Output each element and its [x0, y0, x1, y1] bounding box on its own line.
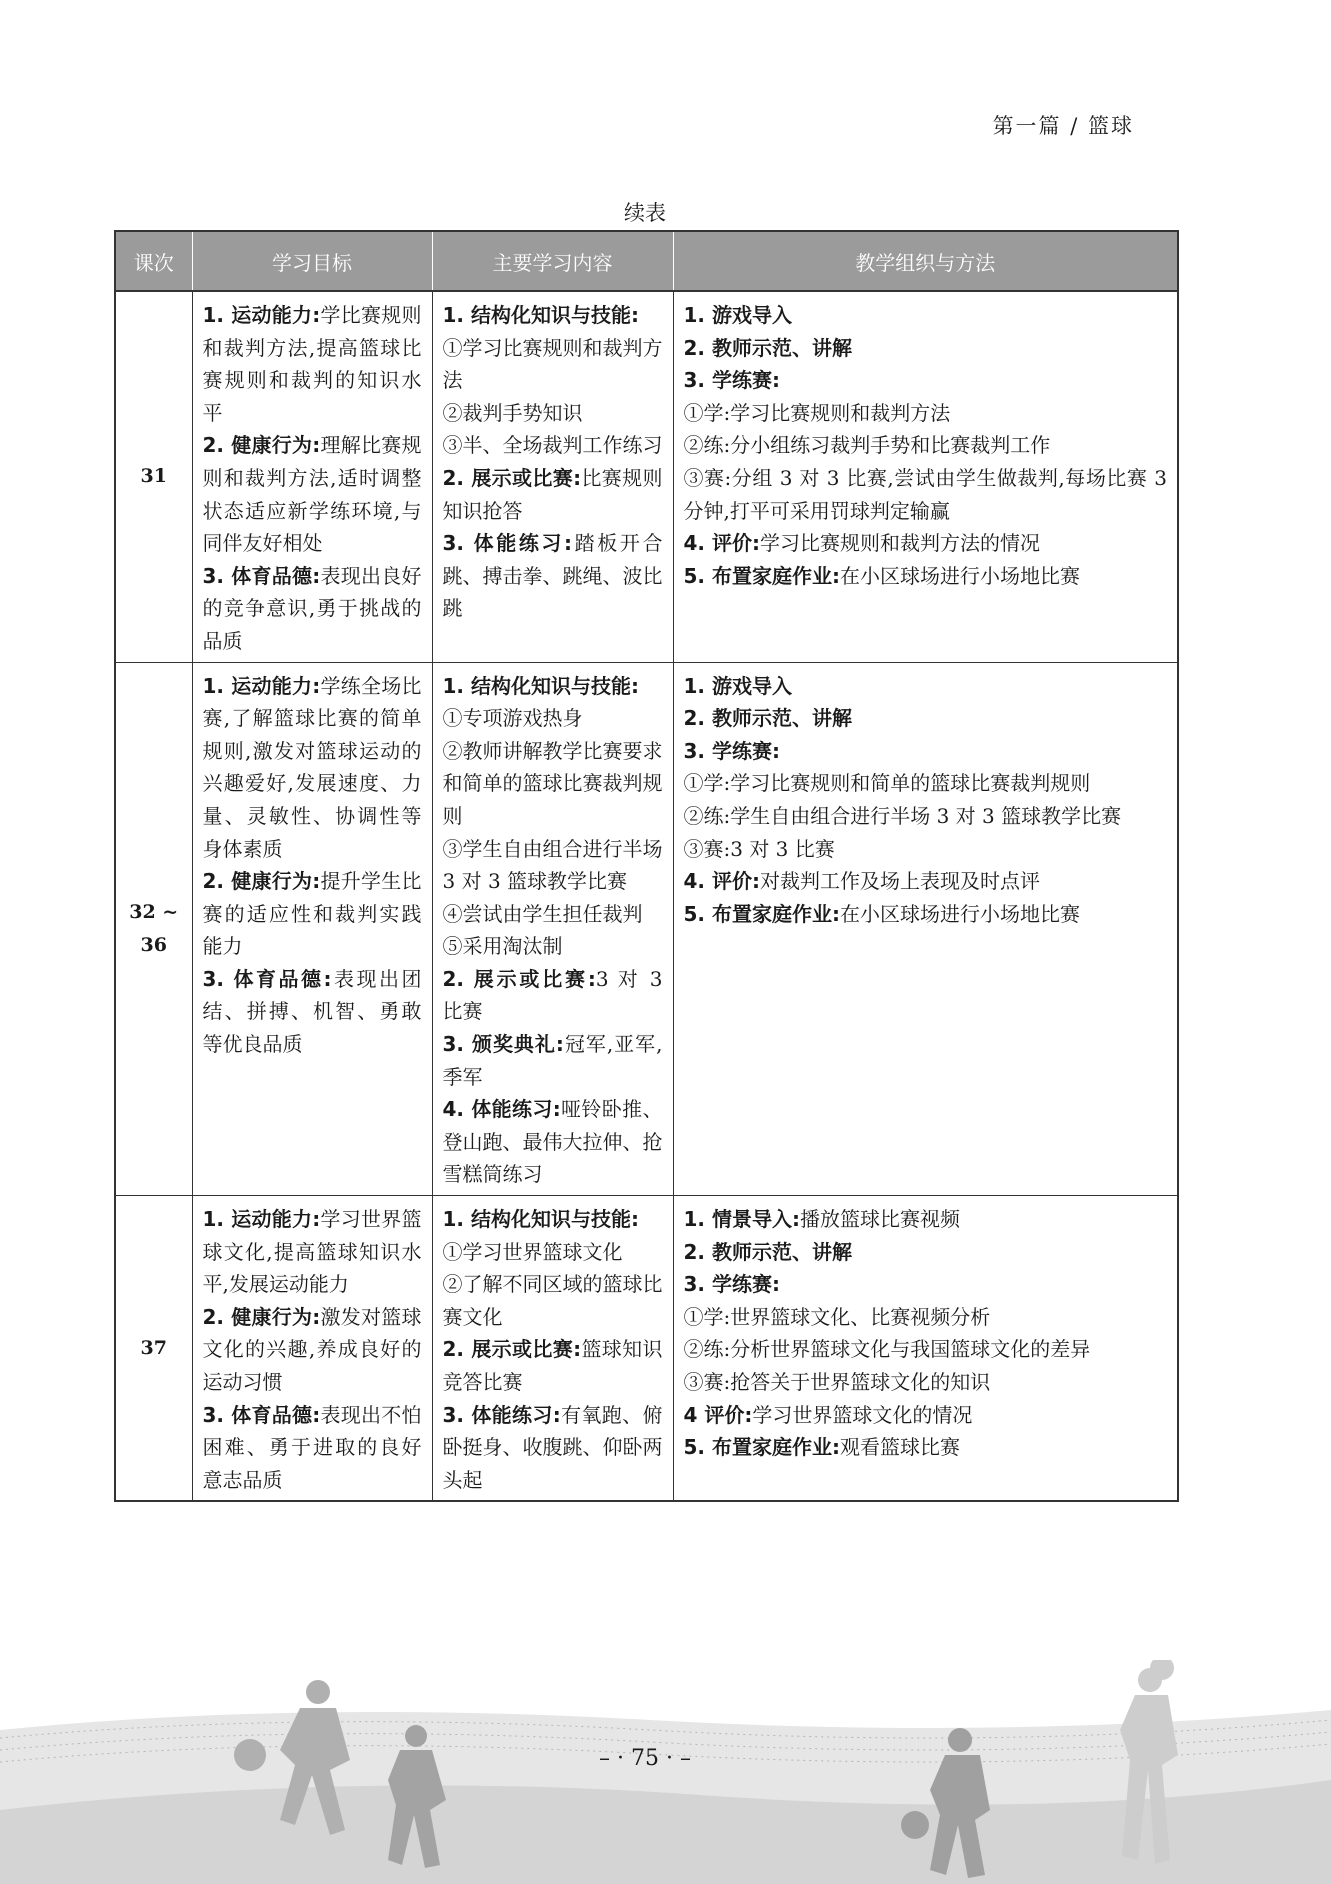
line-label: 1. 运动能力: [202, 1207, 321, 1232]
cell-line [443, 1399, 663, 1497]
table-row [115, 662, 1178, 1196]
cell-line [443, 299, 663, 332]
line-text: 有氧跑、俯卧挺身、收腹跳、仰卧两头起 [442, 1402, 663, 1492]
line-text: 在小区球场进行小场地比赛 [839, 901, 1080, 926]
line-label: 3. 体育品德: [202, 966, 332, 991]
line-label: 1. 游戏导入 [683, 673, 792, 698]
goals-cell [192, 662, 432, 1196]
cell-line [684, 702, 1168, 735]
line-text: ①学:学习比赛规则和裁判方法 [683, 400, 951, 425]
cell-line [684, 1399, 1168, 1432]
cell-line [443, 670, 663, 703]
line-text: 观看篮球比赛 [839, 1435, 960, 1460]
goals-cell [192, 291, 432, 662]
line-text: 理解比赛规则和裁判方法,适时调整状态适应新学练环境,与同伴友好相处 [202, 433, 422, 556]
cell-line [684, 865, 1168, 898]
line-label: 3. 学练赛: [683, 1272, 780, 1297]
line-text: 哑铃卧推、登山跑、最伟大拉伸、抢雪糕筒练习 [442, 1097, 663, 1187]
cell-line [684, 670, 1168, 703]
line-label: 2. 健康行为: [202, 433, 321, 458]
line-label: 5. 布置家庭作业: [683, 1435, 840, 1460]
line-label: 3. 学练赛: [683, 738, 780, 763]
table-row [115, 1196, 1178, 1502]
cell-line [443, 1093, 663, 1191]
cell-line [443, 963, 663, 1028]
line-label: 2. 展示或比赛: [442, 966, 596, 991]
line-text: 学练全场比赛,了解篮球比赛的简单规则,激发对篮球运动的兴趣爱好,发展速度、力量、灵敏性、协调性等身体素质 [202, 673, 422, 861]
line-label: 2. 教师示范、讲解 [683, 706, 852, 731]
line-text: ②练:学生自由组合进行半场 3 对 3 篮球教学比赛 [683, 803, 1122, 828]
cell-line [684, 767, 1168, 800]
cell-line [443, 735, 663, 833]
cell-line [684, 1333, 1168, 1366]
line-text: ⑤采用淘汰制 [442, 934, 563, 959]
cell-line [684, 397, 1168, 430]
line-label: 2. 健康行为: [202, 869, 321, 894]
line-label: 2. 展示或比赛: [442, 1337, 582, 1362]
cell-line [203, 299, 422, 429]
cell-line [203, 560, 422, 658]
content-cell [432, 1196, 673, 1502]
cell-line [684, 1203, 1168, 1236]
line-text: ③赛:3 对 3 比赛 [683, 836, 835, 861]
header-content: 主要学习内容 [432, 231, 673, 291]
cell-line [684, 1366, 1168, 1399]
line-text: ④尝试由学生担任裁判 [442, 901, 643, 926]
line-label: 2. 教师示范、讲解 [683, 1239, 852, 1264]
cell-line [443, 1028, 663, 1093]
line-text: ②教师讲解教学比赛要求和简单的篮球比赛裁判规则 [442, 738, 663, 828]
line-text: 对裁判工作及场上表现及时点评 [759, 869, 1040, 894]
line-text: 在小区球场进行小场地比赛 [839, 563, 1080, 588]
line-label: 1. 运动能力: [202, 673, 321, 698]
line-text: ③学生自由组合进行半场 3 对 3 篮球教学比赛 [442, 836, 663, 894]
lesson-number-cell: 37 [115, 1196, 192, 1502]
line-text: 表现出团结、拼搏、机智、勇敢等优良品质 [202, 966, 422, 1057]
cell-line [684, 527, 1168, 560]
line-text: ①学习世界篮球文化 [442, 1239, 623, 1264]
line-label: 3. 体育品德: [202, 1402, 321, 1427]
line-text: ①学:学习比赛规则和简单的篮球比赛裁判规则 [683, 771, 1091, 796]
line-label: 3. 体能练习: [442, 1402, 561, 1427]
line-label: 3. 学练赛: [683, 368, 780, 393]
line-label: 5. 布置家庭作业: [683, 563, 840, 588]
line-text: 学习世界篮球文化,提高篮球知识水平,发展运动能力 [202, 1207, 422, 1297]
cell-line [203, 865, 422, 963]
line-text: 学习世界篮球文化的情况 [752, 1402, 973, 1427]
line-text: ②练:分析世界篮球文化与我国篮球文化的差异 [683, 1337, 1091, 1362]
cell-line [684, 299, 1168, 332]
cell-line [443, 1268, 663, 1333]
line-label: 5. 布置家庭作业: [683, 901, 840, 926]
content-cell [432, 291, 673, 662]
goals-cell [192, 1196, 432, 1502]
cell-line [443, 898, 663, 931]
cell-line [443, 1333, 663, 1398]
cell-line [443, 702, 663, 735]
lesson-number-cell: 31 [115, 291, 192, 662]
cell-line [203, 670, 422, 866]
line-text: 3 对 3 比赛 [442, 966, 663, 1024]
cell-line [443, 930, 663, 963]
cell-line [203, 429, 422, 559]
cell-line [203, 963, 422, 1061]
cell-line [684, 1431, 1168, 1464]
line-text: 比赛规则知识抢答 [442, 465, 663, 523]
line-text: 激发对篮球文化的兴趣,养成良好的运动习惯 [202, 1304, 422, 1394]
line-label: 4. 评价: [683, 531, 760, 556]
line-label: 2. 展示或比赛: [442, 465, 582, 490]
table-header-row [115, 231, 1178, 291]
table-caption: 续表 [624, 201, 666, 225]
cell-line [684, 1268, 1168, 1301]
line-text: ③半、全场裁判工作练习 [442, 433, 663, 458]
cell-line [684, 1301, 1168, 1334]
cell-line [443, 462, 663, 527]
methods-cell [673, 662, 1178, 1196]
line-text: 学比赛规则和裁判方法,提高篮球比赛规则和裁判的知识水平 [202, 303, 422, 425]
methods-cell [673, 291, 1178, 662]
line-label: 3. 颁奖典礼: [442, 1032, 564, 1057]
content-cell [432, 662, 673, 1196]
cell-line [684, 364, 1168, 397]
cell-line [684, 462, 1168, 527]
line-text: 冠军,亚军,季军 [442, 1032, 663, 1089]
line-label: 1. 结构化知识与技能: [442, 1207, 639, 1232]
cell-line [684, 898, 1168, 931]
line-label: 2. 健康行为: [202, 1304, 321, 1329]
line-text: ①学:世界篮球文化、比赛视频分析 [683, 1304, 991, 1329]
line-text: 踏板开合跳、搏击拳、跳绳、波比跳 [442, 531, 663, 621]
line-text: ③赛:分组 3 对 3 比赛,尝试由学生做裁判,每场比赛 3 分钟,打平可采用罚球判定输赢 [683, 465, 1167, 523]
header-goals: 学习目标 [192, 231, 432, 291]
line-text: ②了解不同区域的篮球比赛文化 [442, 1272, 663, 1329]
footer-basketball-art [0, 1660, 1331, 1884]
line-text: 播放篮球比赛视频 [799, 1207, 960, 1232]
cell-line [203, 1203, 422, 1301]
cell-line [684, 560, 1168, 593]
cell-line [443, 332, 663, 397]
line-label: 1. 游戏导入 [683, 303, 792, 327]
running-header: 第一篇 / 篮球 [992, 114, 1134, 138]
cell-line [443, 1236, 663, 1269]
line-label: 1. 情景导入: [683, 1207, 800, 1232]
cell-line [684, 429, 1168, 462]
line-label: 4. 评价: [683, 869, 760, 894]
header-lesson: 课次 [115, 231, 192, 291]
line-text: 篮球知识竞答比赛 [442, 1337, 663, 1394]
line-text: 表现出不怕困难、勇于进取的良好意志品质 [202, 1402, 422, 1492]
line-text: 学习比赛规则和裁判方法的情况 [759, 531, 1040, 556]
line-text: 提升学生比赛的适应性和裁判实践能力 [202, 869, 422, 959]
cell-line [684, 833, 1168, 866]
line-text: ②裁判手势知识 [442, 400, 583, 425]
cell-line [203, 1301, 422, 1399]
cell-line [684, 1236, 1168, 1269]
header-methods: 教学组织与方法 [673, 231, 1178, 291]
cell-line [443, 429, 663, 462]
cell-line [684, 735, 1168, 768]
line-label: 4 评价: [683, 1402, 753, 1427]
line-label: 3. 体育品德: [202, 563, 321, 588]
line-label: 1. 结构化知识与技能: [442, 673, 639, 698]
line-text: 表现出良好的竞争意识,勇于挑战的品质 [202, 563, 422, 653]
cell-line [443, 397, 663, 430]
line-text: ②练:分小组练习裁判手势和比赛裁判工作 [683, 433, 1051, 458]
cell-line [203, 1399, 422, 1497]
cell-line [684, 332, 1168, 365]
line-label: 3. 体能练习: [442, 531, 573, 556]
page-number: – · 75 · – [599, 1746, 691, 1771]
line-text: ①专项游戏热身 [442, 706, 583, 731]
basketball-icon [901, 1811, 929, 1839]
cell-line [443, 527, 663, 625]
line-label: 2. 教师示范、讲解 [683, 335, 852, 360]
cell-line [443, 1203, 663, 1236]
line-text: ①学习比赛规则和裁判方法 [442, 335, 663, 393]
lesson-plan-table [114, 230, 1179, 1502]
cell-line [443, 833, 663, 898]
lesson-number-cell: 32 ~ 36 [115, 662, 192, 1196]
line-label: 1. 结构化知识与技能: [442, 303, 639, 327]
line-label: 1. 运动能力: [202, 303, 321, 327]
table-row [115, 291, 1178, 662]
line-label: 4. 体能练习: [442, 1097, 561, 1122]
line-text: ③赛:抢答关于世界篮球文化的知识 [683, 1370, 991, 1394]
cell-line [684, 800, 1168, 833]
methods-cell [673, 1196, 1178, 1502]
